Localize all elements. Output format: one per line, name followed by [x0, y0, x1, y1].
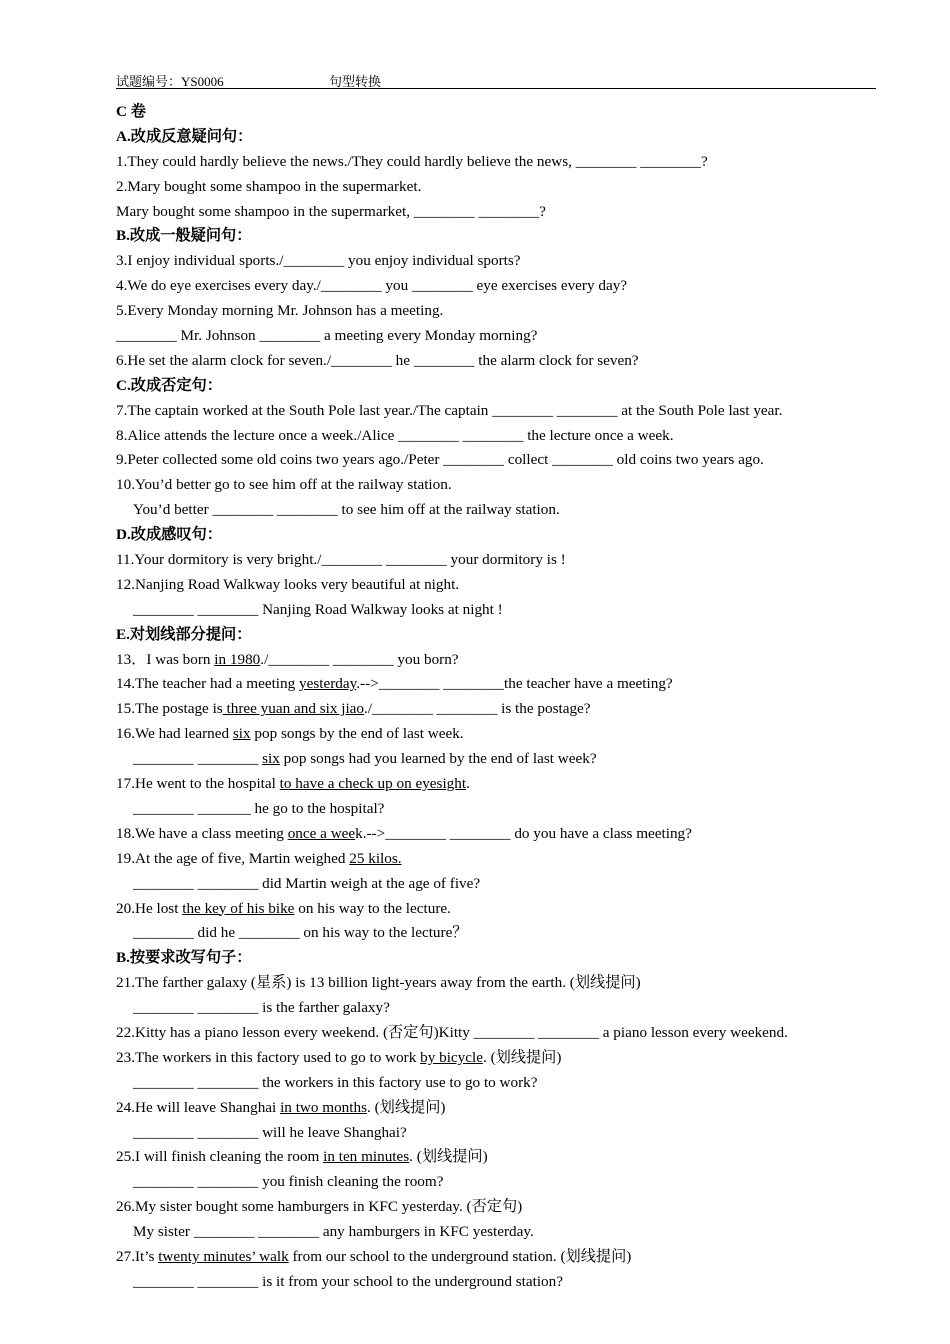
exercise-line: ________ did he ________ on his way to the lecture？ — [133, 924, 468, 942]
exercise-line: 26.My sister bought some hamburgers in KFC yesterday. (否定句) — [116, 1198, 523, 1216]
exercise-line — [116, 747, 906, 772]
section-heading: E.对划线部分提问： — [116, 625, 252, 643]
underlined-phrase: to have a check up on eyesight — [279, 775, 467, 793]
exercise-line: 4.We do eye exercises every day./________ you ________ eye exercises every day? — [116, 277, 628, 295]
line-text: 13．I was born — [116, 650, 215, 668]
exercise-line: ________ ________ you finish cleaning the room? — [133, 1173, 444, 1191]
exercise-line — [116, 772, 906, 797]
underlined-phrase: in ten minutes — [323, 1148, 410, 1166]
worksheet-body — [116, 100, 906, 1295]
line-text: . — [466, 775, 470, 793]
line-text: ________ ________ — [133, 750, 263, 768]
exercise-line — [116, 1096, 906, 1121]
exercise-line: Mary bought some shampoo in the supermarket, ________ ________? — [116, 202, 546, 220]
exercise-line: ________ ________ will he leave Shanghai? — [133, 1123, 407, 1141]
underlined-phrase: six — [262, 750, 280, 768]
exercise-line: ________ Mr. Johnson ________ a meeting every Monday morning? — [116, 327, 538, 345]
line-text: . (划线提问) — [409, 1148, 488, 1166]
topic-label: 句型转换 — [329, 74, 382, 89]
exercise-line: 12.Nanjing Road Walkway looks very beautiful at night. — [116, 575, 460, 593]
line-text: pop songs by the end of last week. — [250, 725, 464, 743]
exercise-line: 2.Mary bought some shampoo in the supermarket. — [116, 177, 422, 195]
exercise-line: 6.He set the alarm clock for seven./________ he ________ the alarm clock for seven? — [116, 351, 639, 369]
line-text: . (划线提问) — [482, 1048, 562, 1066]
section-heading: B.按要求改写句子： — [116, 949, 252, 967]
line-text: k.-->________ ________ do you have a class meeting? — [355, 824, 692, 842]
line-text: 24.He will leave Shanghai — [116, 1098, 281, 1116]
exercise-line — [116, 697, 906, 722]
line-text: . (划线提问) — [367, 1098, 446, 1116]
exercise-line — [116, 897, 906, 922]
exercise-line — [116, 1046, 906, 1071]
exercise-line: ________ _______ he go to the hospital? — [133, 799, 385, 817]
exercise-line: 7.The captain worked at the South Pole last year./The captain ________ ________ at the South Pole last year. — [116, 401, 783, 419]
exercise-line — [116, 1145, 906, 1170]
exercise-line: ________ ________ Nanjing Road Walkway looks at night ! — [133, 600, 503, 618]
line-text: 25.I will finish cleaning the room — [116, 1148, 324, 1166]
section-heading: B.改成一般疑问句： — [116, 227, 252, 245]
exercise-line: 3.I enjoy individual sports./________ you enjoy individual sports? — [116, 252, 521, 270]
exercise-line: 21.The farther galaxy (星系) is 13 billion light-years away from the earth. (划线提问) — [116, 974, 641, 992]
underlined-phrase: three yuan and six jiao — [222, 700, 365, 718]
line-text: from our school to the underground station. (划线提问) — [288, 1247, 632, 1265]
underlined-phrase: yesterday — [299, 675, 357, 693]
exercise-line: ________ ________ the workers in this factory use to go to work? — [133, 1073, 538, 1091]
underlined-phrase: in 1980 — [214, 650, 261, 668]
underlined-phrase: by bicycle — [420, 1048, 483, 1066]
exercise-line: 8.Alice attends the lecture once a week./Alice ________ ________ the lecture once a week. — [116, 426, 674, 444]
line-text: pop songs had you learned by the end of last week? — [279, 750, 597, 768]
underlined-phrase: once a wee — [287, 824, 356, 842]
underlined-phrase: 25 kilos. — [349, 849, 402, 867]
section-heading: C.改成否定句： — [116, 376, 222, 394]
exercise-line — [116, 847, 906, 872]
line-text: ./________ ________ you born? — [260, 650, 459, 668]
underlined-phrase: twenty minutes’ walk — [158, 1247, 289, 1265]
exercise-line: 10.You’d better go to see him off at the railway station. — [116, 476, 452, 494]
line-text: 27.It’s — [116, 1247, 159, 1265]
exercise-line — [116, 672, 906, 697]
line-text: 20.He lost — [116, 899, 183, 917]
section-heading: D.改成感叹句： — [116, 526, 222, 544]
exercise-line — [116, 648, 906, 673]
exercise-line: My sister ________ ________ any hamburgers in KFC yesterday. — [133, 1223, 534, 1241]
exercise-line: ________ ________ is it from your school to the underground station? — [133, 1272, 563, 1290]
line-text: on his way to the lecture. — [294, 899, 451, 917]
volume-title: C 卷 — [116, 103, 146, 120]
exercise-line: 9.Peter collected some old coins two years ago./Peter ________ collect ________ old coins two years ago. — [116, 451, 764, 469]
line-text: 18.We have a class meeting — [116, 824, 288, 842]
exercise-line: ________ ________ is the farther galaxy? — [133, 999, 390, 1017]
line-text: 17.He went to the hospital — [116, 775, 280, 793]
underlined-phrase: the key of his bike — [182, 899, 295, 917]
underlined-phrase: six — [232, 725, 251, 743]
line-text: .-->________ ________the teacher have a meeting? — [356, 675, 673, 693]
line-text: 16.We had learned — [116, 725, 233, 743]
exercise-lines — [116, 125, 906, 1295]
exercise-line: You’d better ________ ________ to see him off at the railway station. — [133, 501, 560, 519]
line-text: ./________ ________ is the postage? — [364, 700, 591, 718]
exercise-line: 1.They could hardly believe the news./They could hardly believe the news, ________ ________? — [116, 152, 708, 170]
exercise-line — [116, 722, 906, 747]
line-text: 15.The postage is — [116, 700, 223, 718]
exercise-line — [116, 822, 906, 847]
page-header — [116, 68, 876, 89]
section-heading: A.改成反意疑问句： — [116, 127, 253, 145]
exercise-line: ________ ________ did Martin weigh at the age of five? — [133, 874, 481, 892]
line-text: 19.At the age of five, Martin weighed — [116, 849, 350, 867]
exercise-line: 11.Your dormitory is very bright./________ ________ your dormitory is ! — [116, 551, 566, 569]
line-text: 14.The teacher had a meeting — [116, 675, 300, 693]
question-code: 试题编号：YS0006 — [116, 74, 224, 89]
exercise-line — [116, 1245, 906, 1270]
exercise-line: 5.Every Monday morning Mr. Johnson has a meeting. — [116, 302, 444, 320]
underlined-phrase: in two months — [280, 1098, 367, 1116]
line-text: 23.The workers in this factory used to go to work — [116, 1048, 421, 1066]
exercise-line: 22.Kitty has a piano lesson every weekend. (否定句)Kitty ________ ________ a piano lesson every weekend. — [116, 1023, 788, 1041]
